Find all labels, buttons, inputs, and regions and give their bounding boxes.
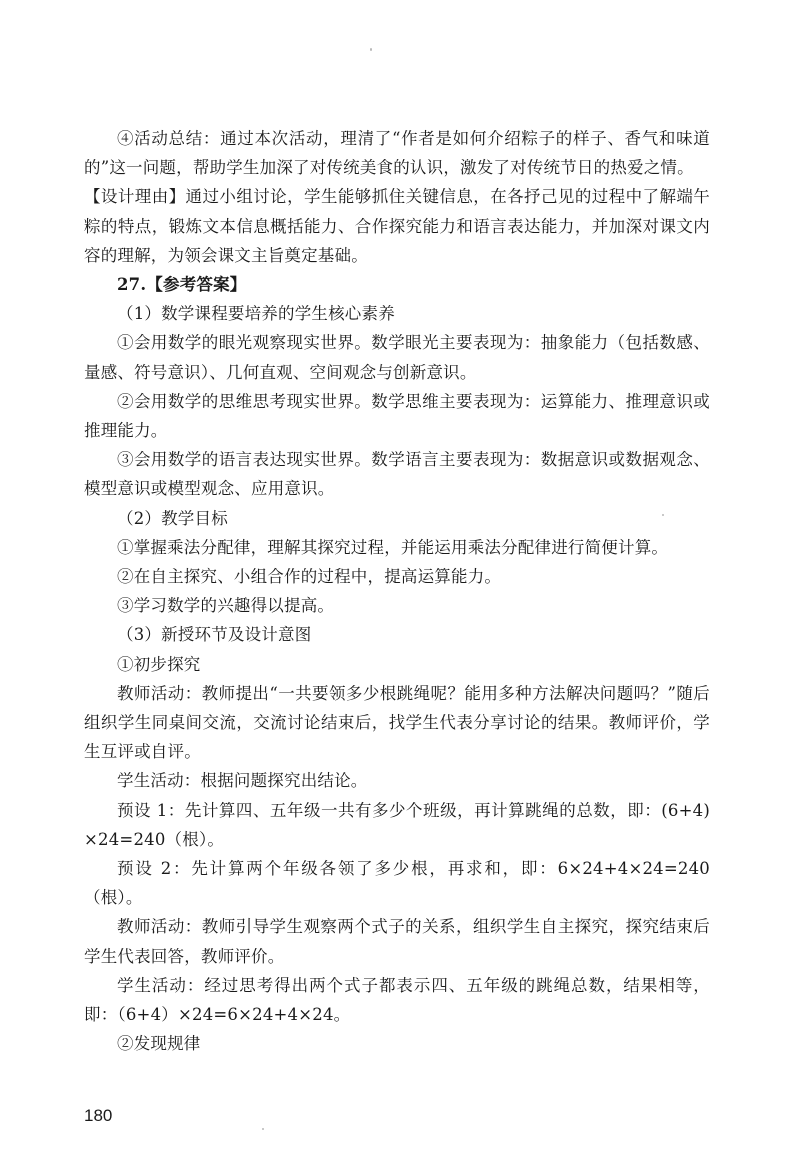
paragraph: 27.【参考答案】 xyxy=(117,275,247,295)
scan-speck xyxy=(262,1128,264,1130)
paragraph: （3）新授环节及设计意图 xyxy=(117,625,312,645)
paragraph: （2）教学目标 xyxy=(117,508,228,528)
document-body xyxy=(84,124,710,1059)
paragraph: 学生活动：根据问题探究出结论。 xyxy=(117,771,368,791)
paragraph: ②会用数学的思维思考现实世界。数学思维主要表现为：运算能力、推理意识或推理能力。 xyxy=(84,391,710,441)
paragraph: 【设计理由】通过小组讨论，学生能够抓住关键信息，在各抒己见的过程中了解端午粽的特点，锻炼文本信息概括能力、合作探究能力和语言表达能力，并加深对课文内容的理解，为领会课文主旨奠定基础。 xyxy=(84,187,710,265)
paragraph: 学生活动：经过思考得出两个式子都表示四、五年级的跳绳总数，结果相等，即：（6+4）×24=6×24+4×24。 xyxy=(84,975,710,1025)
paragraph: ③学习数学的兴趣得以提高。 xyxy=(117,596,335,616)
paragraph: （1）数学课程要培养的学生核心素养 xyxy=(117,304,395,324)
paragraph: ①初步探究 xyxy=(117,654,201,674)
paragraph: ①掌握乘法分配律，理解其探究过程，并能运用乘法分配律进行简便计算。 xyxy=(117,537,669,557)
paragraph: ①会用数学的眼光观察现实世界。数学眼光主要表现为：抽象能力（包括数感、量感、符号意识）、几何直观、空间观念与创新意识。 xyxy=(84,333,710,382)
paragraph: 教师活动：教师引导学生观察两个式子的关系，组织学生自主探究，探究结束后学生代表回答，教师评价。 xyxy=(84,917,710,966)
paragraph: ②在自主探究、小组合作的过程中，提高运算能力。 xyxy=(117,567,502,587)
paragraph: ④活动总结：通过本次活动，理清了“作者是如何介绍粽子的样子、香气和味道的”这一问题，帮助学生加深了对传统美食的认识，激发了对传统节日的热爱之情。 xyxy=(84,129,710,178)
paragraph: 预设 1：先计算四、五年级一共有多少个班级，再计算跳绳的总数，即：(6+4) ×24=240（根）。 xyxy=(84,800,710,849)
paragraph: 教师活动：教师提出“一共要领多少根跳绳呢？能用多种方法解决问题吗？”随后组织学生同桌间交流，交流讨论结束后，找学生代表分享讨论的结果。教师评价，学生互评或自评。 xyxy=(84,683,710,762)
scan-speck xyxy=(370,48,372,51)
paragraph: ③会用数学的语言表达现实世界。数学语言主要表现为：数据意识或数据观念、模型意识或模型观念、应用意识。 xyxy=(84,450,710,499)
page-number: 180 xyxy=(84,1106,113,1125)
paragraph: ②发现规律 xyxy=(117,1034,201,1054)
paragraph: 预设 2：先计算两个年级各领了多少根，再求和，即：6×24+4×24=240（根）。 xyxy=(84,859,710,908)
